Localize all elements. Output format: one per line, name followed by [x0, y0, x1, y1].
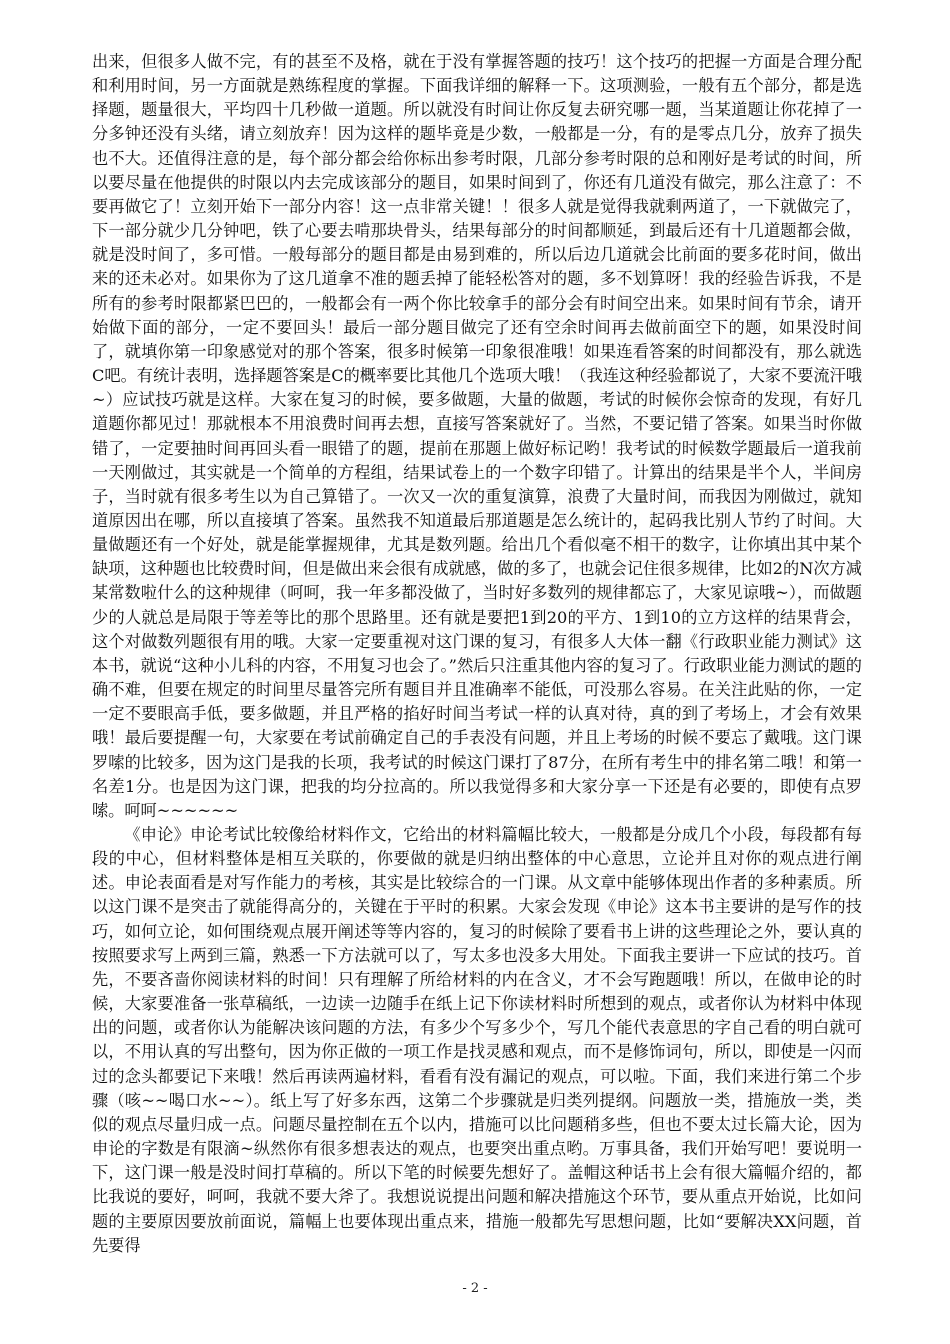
paragraph-shenlun: 《申论》申论考试比较像给材料作文，它给出的材料篇幅比较大，一般都是分成几个小段，每段都有每段的中心，但材料整体是相互关联的，你要做的就是归纳出整体的中心意思，立论并且对你的观点进行阐述。申论表面看是对写作能力的考核，其实是比较综合的一门课。从文章中能够体现出作者的多种素质。所以这门课不是突击了就能得高分的，关键在于平时的积累。大家会发现《申论》这本书主要讲的是写作的技巧，如何立论，如何围绕观点展开阐述等等内容的，复习的时候除了要看书上讲的这些理论之外，要认真的按照要求写上两到三篇，熟悉一下方法就可以了，写太多也没多大用处。下面我主要讲一下应试的技巧。首先，不要吝啬你阅读材料的时间！只有理解了所给材料的内在含义，才不会写跑题哦！所以，在做申论的时候，大家要准备一张草稿纸，一边读一边随手在纸上记下你读材料时所想到的观点，或者你认为材料中体现出的问题，或者你认为能解决该问题的方法，有多少个写多少个，写几个能代表意思的字自己看的明白就可以，不用认真的写出整句，因为你正做的一项工作是找灵感和观点，而不是修饰词句，所以，即使是一闪而过的念头都要记下来哦！然后再读两遍材料，看看有没有漏记的观点，可以啦。下面，我们来进行第二个步骤（咳~~喝口水~~）。纸上写了好多东西，这第二个步骤就是归类列提纲。问题放一类，措施放一类，类似的观点尽量归成一点。问题尽量控制在五个以内，措施可以比问题稍多些，但也不要太过长篇大论，因为申论的字数是有限滴~纵然你有很多想表达的观点，也要突出重点哟。万事具备，我们开始写吧！要说明一下，这门课一般是没时间打草稿的。所以下笔的时候要先想好了。盖帽这种话书上会有很大篇幅介绍的，都比我说的要好，呵呵，我就不要大斧了。我想说说提出问题和解决措施这个环节，要从重点开始说，比如问题的主要原因要放前面说，篇幅上也要体现出重点来，措施一般都先写思想问题，比如“要解决XX问题，首先要得: [92, 825, 862, 1255]
body-text: [92, 50, 862, 1258]
page-number: - 2 -: [462, 1281, 488, 1296]
paragraph-aptitude-test-tips: 出来，但很多人做不完，有的甚至不及格，就在于没有掌握答题的技巧！这个技巧的把握一方面是合理分配和利用时间，另一方面就是熟练程度的掌握。下面我详细的解释一下。这项测验，一般有五个部分，都是选择题，题量很大，平均四十几秒做一道题。所以就没有时间让你反复去研究哪一题，当某道题让你花掉了一分多钟还没有头绪，请立刻放弃！因为这样的题毕竟是少数，一般都是一分，有的是零点几分，放弃了损失也不大。还值得注意的是，每个部分都会给你标出参考时限，几部分参考时限的总和刚好是考试的时间，所以要尽量在他提供的时限以内去完成该部分的题目，如果时间到了，你还有几道没有做完，那么注意了：不要再做它了！立刻开始下一部分内容！这一点非常关键！！很多人就是觉得我就剩两道了，一下就做完了，下一部分就少几分钟吧，铁了心要去啃那块骨头，结果每部分的时间都顺延，到最后还有十几道题都会做，就是没时间了，多可惜。一般每部分的题目都是由易到难的，所以后边几道就会比前面的要多花时间，做出来的还未必对。如果你为了这几道拿不准的题丢掉了能轻松答对的题，多不划算呀！我的经验告诉我，不是所有的参考时限都紧巴巴的，一般都会有一两个你比较拿手的部分会有时间空出来。如果时间有节余，请开始做下面的部分，一定不要回头！最后一部分题目做完了还有空余时间再去做前面空下的题，如果没时间了，就填你第一印象感觉对的那个答案，很多时候第一印象很准哦！如果连看答案的时间都没有，那么就选C吧。有统计表明，选择题答案是C的概率要比其他几个选项大哦！（我连这种经验都说了，大家不要流汗哦~）应试技巧就是这样。大家在复习的时候，要多做题，大量的做题，考试的时候你会惊奇的发现，有好几道题你都见过！那就根本不用浪费时间再去想，直接写答案就好了。当然，不要记错了答案。如果当时你做错了，一定要抽时间再回头看一眼错了的题，提前在那题上做好标记哟！我考试的时候数学题最后一道我前一天刚做过，其实就是一个简单的方程组，结果试卷上的一个数字印错了。计算出的结果是半个人，半间房子，当时就有很多考生以为自己算错了。一次又一次的重复演算，浪费了大量时间，而我因为刚做过，就知道原因出在哪，所以直接填了答案。虽然我不知道最后那道题是怎么统计的，起码我比别人节约了时间。大量做题还有一个好处，就是能掌握规律，尤其是数列题。给出几个看似毫不相干的数字，让你填出其中某个缺项，这种题也比较费时间，但是做出来会很有成就感，做的多了，也就会记住很多规律，比如2的N次方减某常数啦什么的这种规律（呵呵，我一年多都没做了，当时好多数列的规律都忘了，大家见谅哦~），而做题少的人就总是局限于等差等比的那个思路里。还有就是要把1到20的平方、1到10的立方这样的结果背会，这个对做数列题很有用的哦。大家一定要重视对这门课的复习，有很多人大体一翻《行政职业能力测试》这本书，就说“这种小儿科的内容，不用复习也会了。”然后只注重其他内容的复习了。行政职业能力测试的题的确不难，但要在规定的时间里尽量答完所有题目并且准确率不能低，可没那么容易。在关注此贴的你，一定一定不要眼高手低，要多做题，并且严格的掐好时间当考试一样的认真对待，真的到了考场上，才会有效果哦！最后要提醒一句，大家要在考试前确定自己的手表没有问题，并且上考场的时候不要忘了戴哦。这门课罗嗦的比较多，因为这门是我的长项，我考试的时候这门课打了87分，在所有考生中的排名第二哦！和第一名差1分。也是因为这门课，把我的均分拉高的。所以我觉得多和大家分享一下还是有必要的，即使有点罗嗦。呵呵~~~~~~: [92, 52, 862, 820]
